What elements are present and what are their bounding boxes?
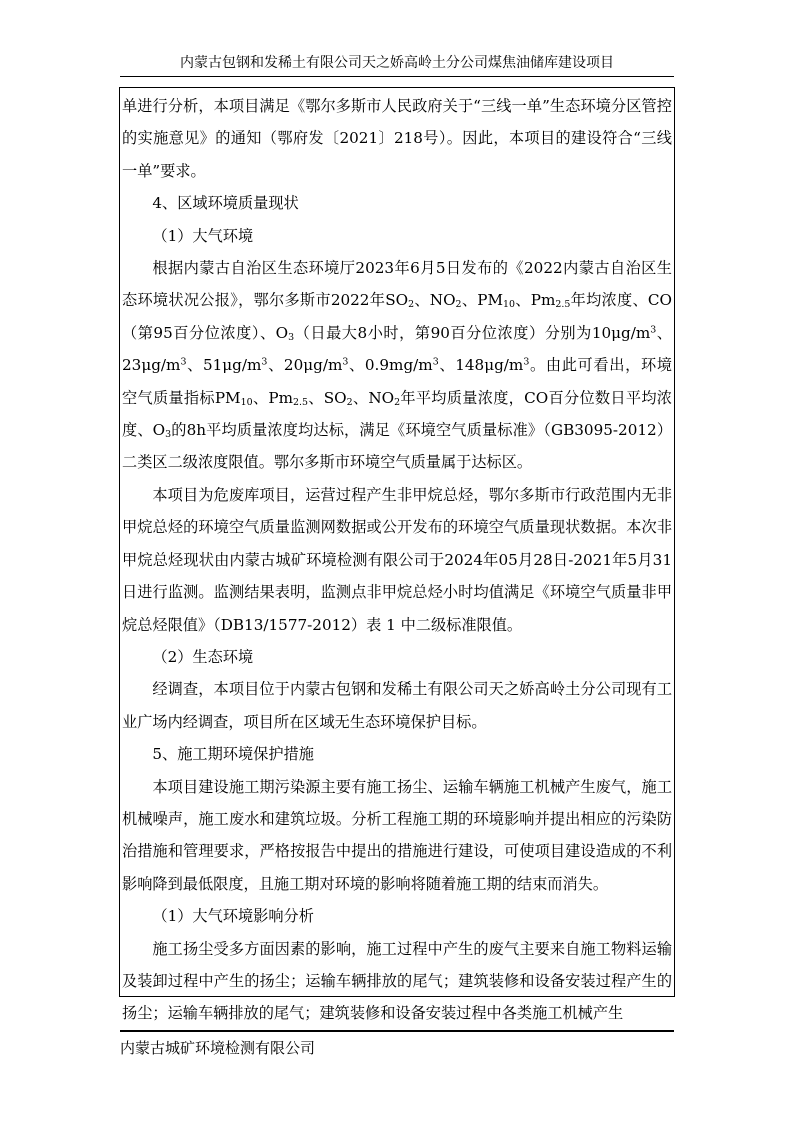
section-heading-5: 5、施工期环境保护措施 (152, 745, 314, 764)
document-body (122, 90, 672, 1030)
paragraph-construction-pollution: 本项目建设施工期污染源主要有施工扬尘、运输车辆施工机械产生废气，施工机械噪声，施工废水和建筑垃圾。分析工程施工期的环境影响并提出相应的污染防治措施和管理要求，严格按报告中提出的措施进行建设，可使项目建设造成的不利影响降到最低限度，且施工期对环境的影响将随着施工期的结束而消失。 (122, 777, 672, 893)
page-footer: 内蒙古城矿环境检测有限公司 (120, 1039, 316, 1057)
paragraph-ecology: 经调查，本项目位于内蒙古包钢和发稀土有限公司天之娇高岭土分公司现有工业广场内经调查，项目所在区域无生态环境保护目标。 (122, 680, 672, 731)
paragraph-nmhc-monitoring: 本项目为危废库项目，运营过程产生非甲烷总烃，鄂尔多斯市行政范围内无非甲烷总烃的环境空气质量监测网数据或公开发布的环境空气质量现状数据。本次非甲烷总烃现状由内蒙古城矿环境检测有限公司于2024年05月28日-2021年5月31日进行监测。监测结果表明，监测点非甲烷总烃小时均值满足《环境空气质量非甲烷总烃限值》（DB13/1577-2012）表 1 中二级标准限值。 (122, 485, 672, 634)
subsection-heading-atmosphere: （1）大气环境 (152, 226, 254, 245)
subsection-heading-air-impact: （1）大气环境影响分析 (152, 907, 314, 926)
page-header: 内蒙古包钢和发稀土有限公司天之娇高岭土分公司煤焦油储库建设项目 (180, 55, 614, 71)
footer-rule (120, 1030, 674, 1032)
header-rule (120, 76, 674, 77)
paragraph-three-lines-one-list: 单进行分析，本项目满足《鄂尔多斯市人民政府关于“三线一单”生态环境分区管控的实施意见》的通知（鄂府发〔2021〕218号）。因此，本项目的建设符合“三线一单”要求。 (122, 97, 672, 180)
subsection-heading-ecology: （2）生态环境 (152, 647, 254, 666)
section-heading-4: 4、区域环境质量现状 (152, 194, 299, 213)
paragraph-air-quality: 根据内蒙古自治区生态环境厅2023年6月5日发布的《2022内蒙古自治区生态环境状况公报》，鄂尔多斯市2022年$SO_2$、$NO_2$、$PM_{10}$、$Pm_{2.5}$年均浓度、CO（第95百分位浓度）、$O_3$（日最大8小时，第90百分位浓度）分别为$10\mu g/m^3$、$23\mu g/m^3$、$51\mu g/m^3$、$20\mu g/m^3$、$0.9mg/m^3$、$148\mu g/m^3$。由此可看出，环境空气质量指标$PM_{10}$、$Pm_{2.5}$、$SO_2$、$NO_2$年平均质量浓度，CO百分位数日平均浓度、$O_3$的8h平均质量浓度均达标，满足《环境空气质量标准》（GB3095-2012）二类区二级浓度限值。鄂尔多斯市环境空气质量属于达标区。 (122, 259, 673, 472)
paragraph-dust-sources: 施工扬尘受多方面因素的影响，施工过程中产生的废气主要来自施工物料运输及装卸过程中产生的扬尘；运输车辆排放的尾气；建筑装修和设备安装过程产生的扬尘；运输车辆排放的尾气；建筑装修和设备安装过程中各类施工机械产生 (122, 939, 672, 1023)
